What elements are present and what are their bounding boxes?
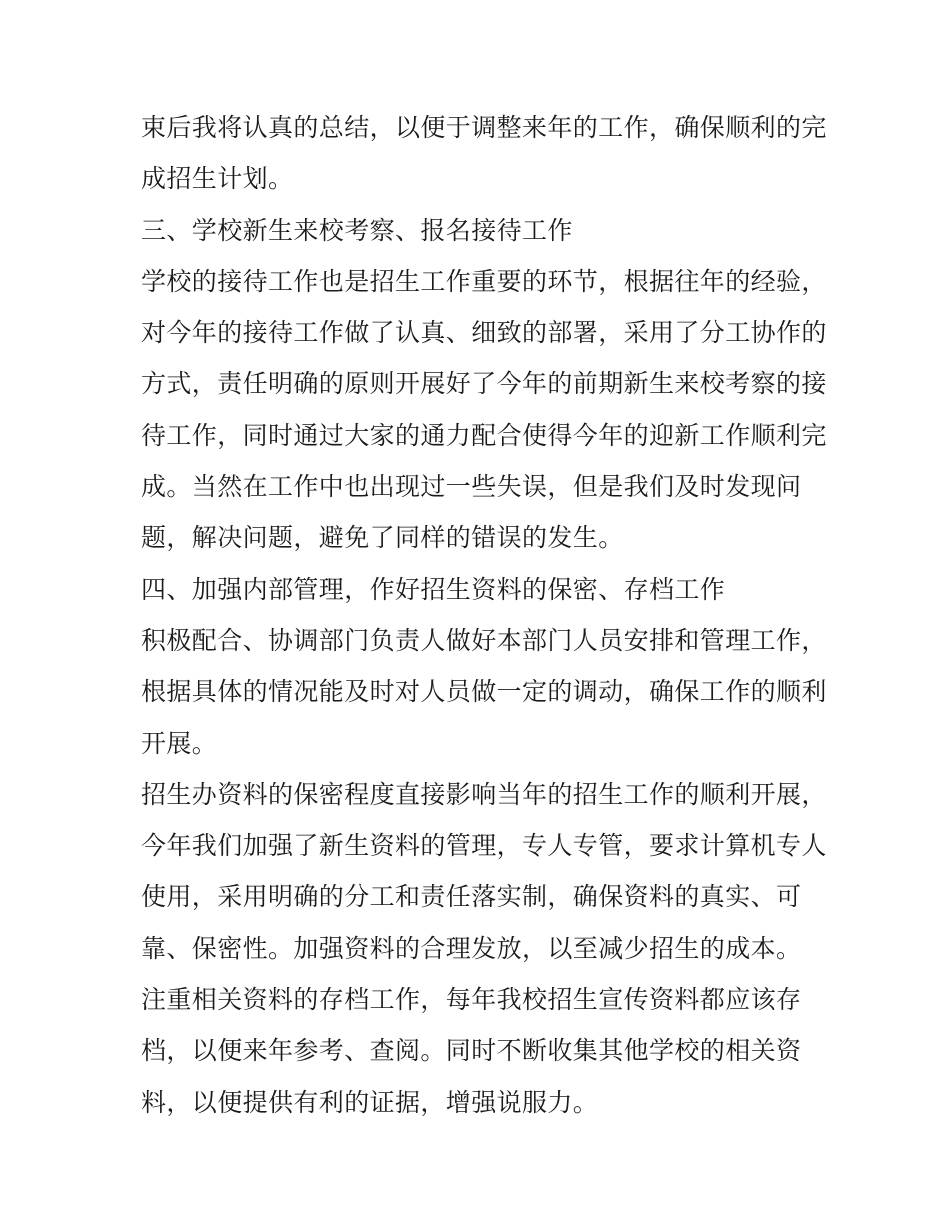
text-line: 今年我们加强了新生资料的管理，专人专管，要求计算机专人 (141, 831, 827, 861)
text-line: 使用，采用明确的分工和责任落实制，确保资料的真实、可 (141, 882, 802, 912)
text-line: 靠、保密性。加强资料的合理发放，以至减少招生的成本。 (141, 933, 802, 963)
text-line: 对今年的接待工作做了认真、细致的部署，采用了分工协作的 (141, 318, 827, 348)
text-line: 注重相关资料的存档工作，每年我校招生宣传资料都应该存 (141, 985, 802, 1015)
text-line: 方式，责任明确的原则开展好了今年的前期新生来校考察的接 (141, 369, 827, 399)
text-line: 束后我将认真的总结，以便于调整来年的工作，确保顺利的完 (141, 113, 827, 142)
text-line: 开展。 (141, 728, 218, 758)
section-heading: 四、加强内部管理，作好招生资料的保密、存档工作 (141, 574, 726, 604)
text-line: 积极配合、协调部门负责人做好本部门人员安排和管理工作， (141, 625, 827, 655)
text-line: 档，以便来年参考、查阅。同时不断收集其他学校的相关资 (141, 1036, 802, 1066)
text-line: 题，解决问题，避免了同样的错误的发生。 (141, 523, 624, 553)
text-line: 料，以便提供有利的证据，增强说服力。 (141, 1087, 599, 1117)
text-line: 成。当然在工作中也出现过一些失误，但是我们及时发现问 (141, 472, 802, 502)
text-line: 成招生计划。 (141, 164, 294, 194)
text-line: 待工作，同时通过大家的通力配合使得今年的迎新工作顺利完 (141, 420, 827, 450)
text-line: 招生办资料的保密程度直接影响当年的招生工作的顺利开展， (141, 779, 827, 809)
text-line: 根据具体的情况能及时对人员做一定的调动，确保工作的顺利 (141, 677, 827, 707)
section-heading: 三、学校新生来校考察、报名接待工作 (141, 215, 573, 245)
document-body (141, 102, 831, 1128)
text-line: 学校的接待工作也是招生工作重要的环节，根据往年的经验， (141, 266, 827, 296)
